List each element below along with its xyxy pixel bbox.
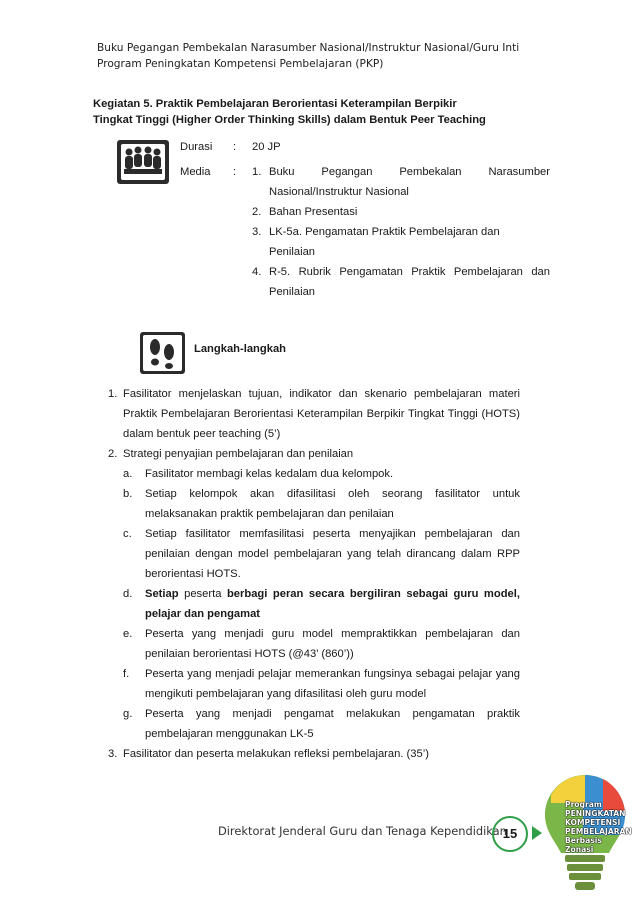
list-letter: e. [123, 628, 133, 640]
footer-text: Direktorat Jenderal Guru dan Tenaga Kependidikan [218, 824, 507, 838]
bold-text: Setiap [145, 588, 179, 600]
list-letter: g. [123, 708, 133, 720]
list-letter: a. [123, 468, 133, 480]
media-colon: : [233, 166, 237, 178]
media-item [252, 222, 550, 262]
list-number: 4. [252, 266, 262, 278]
steps-title: Langkah-langkah [194, 343, 287, 355]
logo-line: Zonasi [565, 845, 594, 854]
logo-line: KOMPETENSI [565, 818, 621, 827]
media-item-line-2: Penilaian [269, 286, 316, 298]
activity-title-line-1: Kegiatan 5. Praktik Pembelajaran Berorientasi Keterampilan Berpikir [93, 98, 457, 110]
step-item [108, 384, 520, 444]
list-letter: b. [123, 488, 133, 500]
document-header [97, 40, 519, 72]
arrow-icon [532, 826, 542, 840]
media-item-line-1: Bahan Presentasi [269, 206, 358, 218]
header-line-1: Buku Pegangan Pembekalan Narasumber Nasional/Instruktur Nasional/Guru Inti [97, 42, 520, 54]
sub-step-item [123, 484, 520, 524]
media-item [252, 162, 550, 202]
logo-line: PEMBELAJARAN [565, 827, 632, 836]
bold-text: berbagi peran secara bergiliran sebagai guru model, pelajar dan pengamat [145, 588, 520, 620]
list-letter: d. [123, 588, 133, 600]
logo-line: Berbasis [565, 836, 602, 845]
logo-text [565, 800, 632, 854]
page-number-badge [492, 816, 528, 852]
list-number: 3. [252, 226, 262, 238]
step-text: Fasilitator dan peserta melakukan refleksi pembelajaran. (35’) [123, 748, 429, 760]
group-meeting-icon [117, 140, 169, 184]
footsteps-icon [140, 332, 185, 374]
sub-step-item [123, 704, 520, 744]
sub-step-item [123, 464, 520, 484]
normal-text: peserta [178, 588, 227, 600]
media-item-line-2: Penilaian [269, 246, 316, 258]
media-item-line-1: R-5. Rubrik Pengamatan Praktik Pembelajaran dan [269, 266, 550, 278]
media-item-line-1: LK-5a. Pengamatan Praktik Pembelajaran dan [269, 226, 500, 238]
list-number: 1. [252, 166, 262, 178]
list-letter: f. [123, 668, 130, 680]
sub-step-text: Peserta yang menjadi pengamat melakukan pengamatan praktik pembelajaran menggunakan LK-5 [145, 708, 520, 740]
media-label: Media [180, 166, 211, 178]
sub-step-text: Setiap fasilitator memfasilitasi peserta menyajikan pembelajaran dan penilaian dengan model pembelajaran yang telah dirancang dalam RPP berorientasi HOTS. [145, 528, 520, 580]
step-item [108, 444, 520, 744]
step-item [108, 744, 520, 764]
steps-list [108, 384, 520, 764]
duration-label: Durasi [180, 141, 213, 153]
media-item-line-1: Buku Pegangan Pembekalan Narasumber [269, 166, 550, 178]
duration-colon: : [233, 141, 237, 153]
logo-line: PENINGKATAN [565, 809, 626, 818]
sub-step-text: Setiap kelompok akan difasilitasi oleh seorang fasilitator untuk melaksanakan praktik pembelajaran dan penilaian [145, 488, 520, 520]
sub-step-text: Peserta yang menjadi guru model mempraktikkan pembelajaran dan penilaian berorientasi HOTS (@43’ (860’)) [145, 628, 520, 660]
sub-step-item [123, 584, 520, 624]
sub-step-text [145, 584, 520, 624]
sub-step-item [123, 524, 520, 584]
duration-value: 20 JP [252, 141, 281, 153]
step-text: Strategi penyajian pembelajaran dan penilaian [123, 448, 354, 460]
step-text: Fasilitator menjelaskan tujuan, indikator dan skenario pembelajaran materi Praktik Pembelajaran Berorientasi Keterampilan Berpikir Tingkat Tinggi (HOTS) dalam bentuk peer teaching (5’) [123, 388, 520, 440]
list-letter: c. [123, 528, 132, 540]
logo-line: Program [565, 800, 602, 809]
activity-title-line-2: Tingkat Tinggi (Higher Order Thinking Skills) dalam Bentuk Peer Teaching [93, 114, 486, 126]
list-number: 2. [108, 448, 118, 460]
list-number: 3. [108, 748, 118, 760]
list-number: 2. [252, 206, 262, 218]
list-number: 1. [108, 388, 118, 400]
sub-step-text: Peserta yang menjadi pelajar memerankan fungsinya sebagai pelajar yang mengikuti pembelajaran yang difasilitasi oleh guru model [145, 668, 520, 700]
sub-steps-list [123, 464, 520, 744]
media-item [252, 202, 550, 222]
header-line-2: Program Peningkatan Kompetensi Pembelajaran (PKP) [97, 58, 384, 70]
sub-step-text: Fasilitator membagi kelas kedalam dua kelompok. [145, 468, 394, 480]
activity-title [93, 96, 486, 128]
media-list [252, 162, 550, 302]
page-number: 15 [502, 826, 518, 841]
sub-step-item [123, 664, 520, 704]
media-item-line-2: Nasional/Instruktur Nasional [269, 186, 409, 198]
media-item [252, 262, 550, 302]
sub-step-item [123, 624, 520, 664]
